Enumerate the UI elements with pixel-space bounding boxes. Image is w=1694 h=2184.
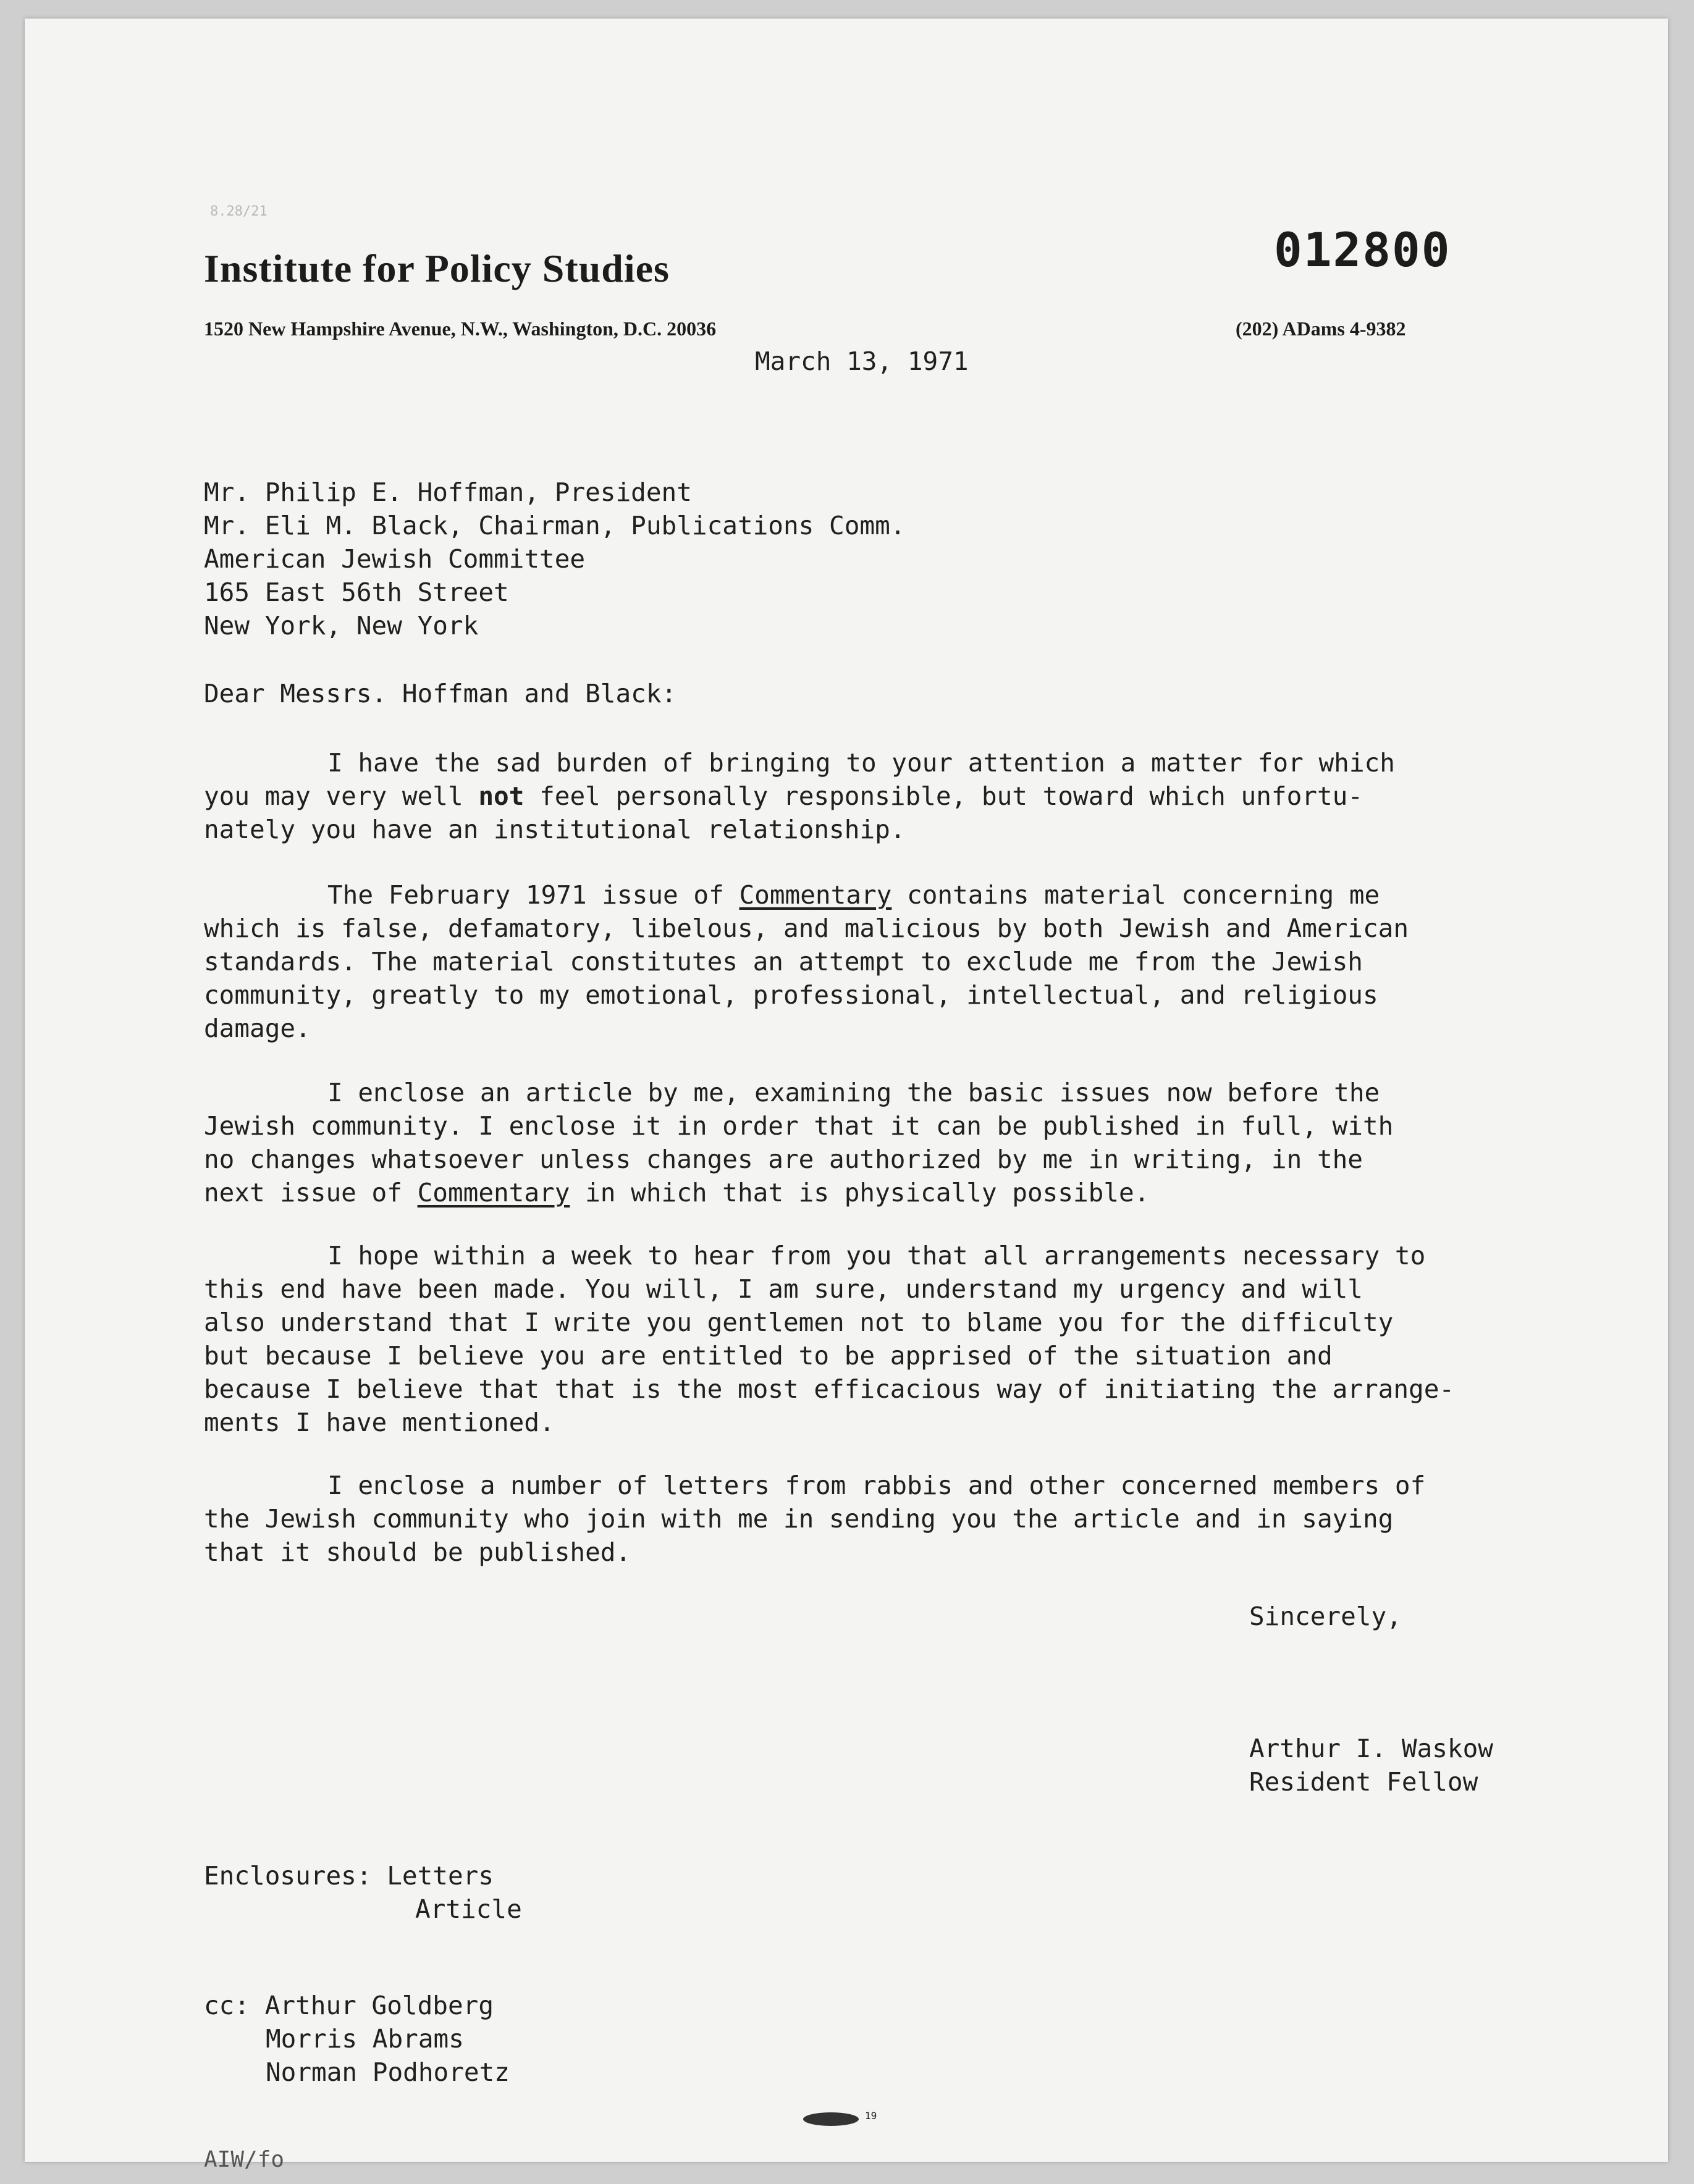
text-line [204, 878, 1594, 912]
emphasis-text: not [478, 781, 525, 811]
cc-label: cc: [204, 1991, 265, 2020]
letter-page [25, 19, 1668, 2172]
cc-name: Arthur Goldberg [264, 1991, 494, 2020]
text-line: I enclose an article by me, examining the basic issues now before the [327, 1078, 1380, 1107]
cc-name: Norman Podhoretz [266, 2057, 510, 2087]
signer-name: Arthur I. Waskow [1249, 1734, 1493, 1763]
recipient-line: Mr. Philip E. Hoffman, President [204, 477, 692, 507]
letter-date: March 13, 1971 [755, 346, 969, 376]
salutation: Dear Messrs. Hoffman and Black: [204, 679, 677, 708]
text-run: The February 1971 issue of [327, 880, 740, 910]
text-line: but because I believe you are entitled to be apprised of the situation and [204, 1341, 1333, 1371]
enclosure-item: Letters [387, 1861, 494, 1891]
recipient-line: New York, New York [204, 611, 479, 640]
text-line: community, greatly to my emotional, professional, intellectual, and religious [204, 980, 1378, 1010]
union-bug-icon [803, 2112, 859, 2126]
paragraph-2 [204, 878, 1594, 1045]
enclosures-label: Enclosures: [204, 1861, 387, 1891]
text-line: nately you have an institutional relationship. [204, 815, 906, 844]
text-line: this end have been made. You will, I am sure, understand my urgency and will [204, 1274, 1363, 1304]
cc-line [204, 1989, 510, 2022]
letterhead-address: 1520 New Hampshire Avenue, N.W., Washington, D.C. 20036 [204, 317, 717, 340]
text-run: contains material concerning me [891, 880, 1380, 910]
text-line: standards. The material constitutes an attempt to exclude me from the Jewish [204, 947, 1363, 976]
signer-title: Resident Fellow [1249, 1767, 1478, 1797]
text-line: the Jewish community who join with me in sending you the article and in saying [204, 1504, 1394, 1534]
recipient-line: Mr. Eli M. Black, Chairman, Publications Comm. [204, 511, 906, 540]
text-line: that it should be published. [204, 1537, 631, 1567]
footer-initials: AIW/fo [204, 2147, 285, 2172]
text-run: feel personally responsible, but toward which unfortu- [524, 781, 1363, 811]
text-line: damage. [204, 1014, 311, 1043]
publication-title: Commentary [417, 1178, 570, 1208]
text-line: no changes whatsoever unless changes are authorized by me in writing, in the [204, 1144, 1363, 1174]
text-line [204, 779, 1594, 813]
text-line: because I believe that that is the most efficacious way of initiating the arrange- [204, 1374, 1455, 1404]
letterhead-phone: (202) ADams 4-9382 [1236, 317, 1406, 340]
text-line: also understand that I write you gentlemen not to blame you for the difficulty [204, 1308, 1394, 1337]
text-run: you may very well [204, 781, 479, 811]
text-line: which is false, defamatory, libelous, and malicious by both Jewish and American [204, 914, 1409, 943]
union-bug-number: 19 [865, 2110, 877, 2122]
recipient-address [204, 476, 905, 642]
paragraph-5 [204, 1469, 1594, 1569]
document-number: 012800 [1274, 222, 1451, 277]
recipient-line: American Jewish Committee [204, 544, 586, 574]
enclosure-line [204, 1859, 522, 1892]
paragraph-4 [204, 1239, 1594, 1439]
text-run: next issue of [204, 1178, 418, 1208]
publication-title: Commentary [739, 880, 892, 910]
text-line: I hope within a week to hear from you that all arrangements necessary to [327, 1241, 1426, 1270]
recipient-line: 165 East 56th Street [204, 578, 509, 607]
closing: Sincerely, [1249, 1602, 1402, 1631]
enclosures [204, 1859, 522, 1926]
text-run: in which that is physically possible. [570, 1178, 1150, 1208]
text-line: ments I have mentioned. [204, 1408, 555, 1437]
enclosure-item: Article [415, 1894, 522, 1924]
paragraph-3 [204, 1076, 1594, 1209]
paragraph-1 [204, 746, 1594, 846]
cc-list [204, 1989, 510, 2089]
letterhead-org: Institute for Policy Studies [204, 246, 670, 290]
text-line: I have the sad burden of bringing to your attention a matter for which [327, 748, 1395, 778]
signature-block [1249, 1732, 1493, 1799]
cc-name: Morris Abrams [266, 2024, 464, 2054]
text-line [204, 1176, 1594, 1209]
text-line: I enclose a number of letters from rabbis and other concerned members of [327, 1471, 1426, 1500]
faint-stamp: 8.28/21 [210, 204, 268, 219]
text-line: Jewish community. I enclose it in order that it can be published in full, with [204, 1111, 1394, 1141]
